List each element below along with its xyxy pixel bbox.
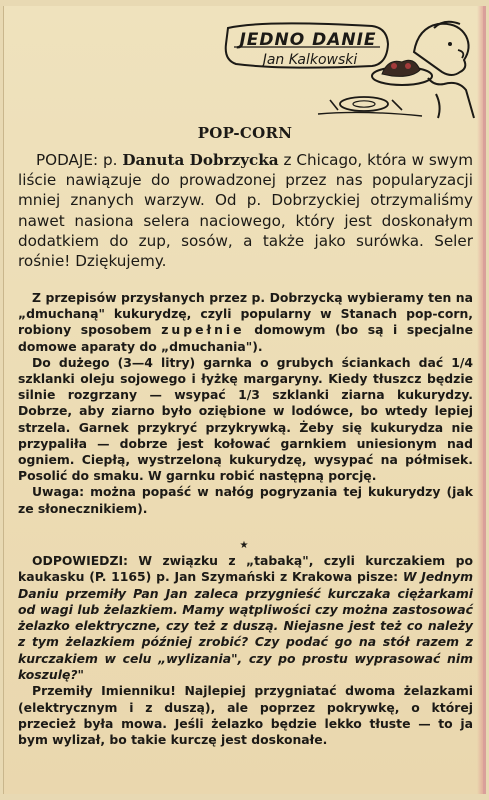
recipe-paragraph-1 xyxy=(18,290,473,355)
food xyxy=(382,60,420,76)
recipe-text: Z przepisów przysłanych przez p. Dobrzycką wybieramy ten na „dmuchaną" kukurydzę, czyli popularny w Stanach pop-corn, robiony sposobem xyxy=(18,290,473,338)
answers-paragraph-2: Przemiły Imienniku! Najlepiej przygniatać dwoma żelazkami (elektrycznym i z duszą), ale poprzez pokrywkę, o której przecież była mowa. Jeśli żelazko będzie lekko tłuste — to ja bym wylizał, bo takie kurczę jest doskonałe. xyxy=(18,683,473,748)
intro-text: z Chicago, która w swym liście nawiązuje do prowadzonej przez nas popularyzacji mniej znanych warzyw. Od p. Dobrzyckiej otrzymaliśmy nawet nasiona selera naciowego, który jest doskonałym dodatkiem do zup, sosów, a także jako surówka. Seler rośnie! Dziękujemy. xyxy=(18,151,474,271)
recipe-spaced-word: zupełnie xyxy=(161,322,245,338)
article-title: POP-CORN xyxy=(197,124,293,142)
answers-text: z Krakowa pisze: xyxy=(279,569,399,585)
logo-author: Jan Kalkowski xyxy=(262,52,358,68)
answers-name: Jan Szymański xyxy=(174,569,276,585)
answers-text: W związku z „tabaką", czyli kurczakiem po kaukasku (P. 1165) p. xyxy=(18,553,473,585)
logo-title: JEDNO DANIE xyxy=(239,30,377,50)
star-separator: ★ xyxy=(239,540,249,551)
recipe-paragraph-2: Do dużego (3—4 litry) garnka o grubych ściankach dać 1/4 szklanki oleju sojowego i łyżkę margaryny. Kiedy tłuszcz będzie silnie rozgrzany — wsypać 1/3 szklanki ziarna kukurydzy. Dobrze, aby ziarno było oziębione w lodówce, bo wtedy lepiej strzela. Garnek przykryć przykrywką. Żeby się kukurydza nie przypaliła — dobrze jest kołować garnkiem uniesionym nad ogniem. Ciepłą, wystrzeloną kukurydzę, wysypać na półmisek. Posolić do smaku. W garnku robić następną porcję. xyxy=(18,354,473,484)
recipe-paragraph-3: Uwaga: można popaść w nałóg pogryzania tej kukurydzy (jak ze słonecznikiem). xyxy=(18,484,473,516)
intro-name: Danuta Dobrzycka xyxy=(122,151,279,169)
reader-quote: W Jednym Daniu przemiły Pan Jan zaleca przygnieść kurczaka ciężarkami od wagi lub żelazkiem. Mamy wątpliwości czy można zastosować żelazko elektryczne, czy też z duszą. Niejasne jest też co należy z tym żelazkiem później zrobić? Czy podać go na stół razem z kurczakiem w celu „wylizania", czy po prostu wyprasować nim koszulę?" xyxy=(18,569,473,683)
recipe-body xyxy=(18,290,473,517)
answers-paragraph-1 xyxy=(18,553,473,683)
plate xyxy=(340,97,388,111)
intro-paragraph xyxy=(18,150,473,271)
answers-section xyxy=(18,553,473,749)
intro-lead: PODAJE: p. xyxy=(36,151,118,169)
answers-lead: ODPOWIEDZI: xyxy=(32,553,129,568)
recipe-text: domowym (bo są i specjalne domowe aparaty do „dmuchania"). xyxy=(18,322,473,354)
chef-head xyxy=(414,24,469,75)
